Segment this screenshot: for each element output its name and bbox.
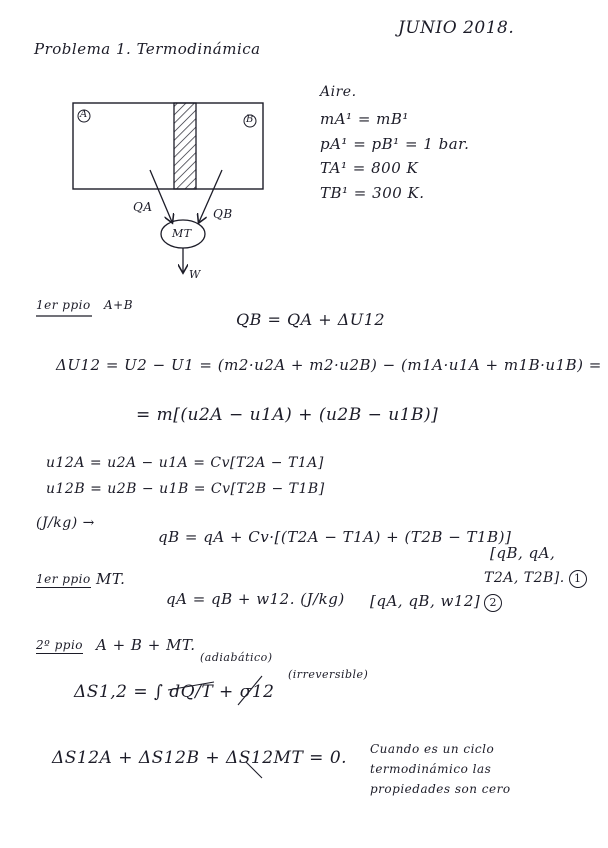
unknowns-1b — [484, 570, 587, 588]
unknowns-1b-text: T2A, T2B]. — [484, 570, 565, 586]
work-label: W — [189, 268, 201, 281]
note-cycle-2: termodinámico las — [370, 762, 492, 776]
equation-number-1: 1 — [569, 570, 587, 588]
heat-a-label: QA — [133, 200, 153, 214]
given-temp-b: TB¹ = 300 K. — [320, 184, 425, 202]
first-law-mt-system: MT. — [96, 570, 126, 588]
second-law-label: 2º ppio — [36, 638, 84, 652]
second-law-system: A + B + MT. — [96, 636, 196, 654]
eq-internal-energy-1: ΔU12 = U2 − U1 = (m2·u2A + m2·u2B) − (m1A·u1A + m1B·u1B) = — [56, 356, 602, 374]
motor-label: MT — [172, 227, 192, 240]
note-irreversible: (irreversible) — [288, 668, 369, 681]
unknowns-1a: [qB, qA, — [490, 544, 556, 562]
eq-energy-a: u12A = u2A − u1A = Cv[T2A − T1A] — [46, 455, 324, 471]
unknowns-2-text: [qA, qB, w12] — [370, 592, 481, 610]
tank-outline — [73, 103, 263, 189]
first-law-system: A+B — [104, 298, 134, 312]
note-cycle-1: Cuando es un ciclo — [370, 742, 495, 756]
eq-energy-b: u12B = u2B − u1B = Cv[T2B − T1B] — [46, 481, 325, 497]
given-pressure: pA¹ = pB¹ = 1 bar. — [320, 135, 470, 153]
exam-date: JUNIO 2018. — [398, 18, 515, 38]
partition-wall — [174, 103, 196, 189]
first-law-label: 1er ppio — [36, 298, 91, 312]
units-note: (J/kg) → — [36, 515, 95, 531]
heat-b-label: QB — [213, 207, 233, 221]
problem-title: Problema 1. Termodinámica — [34, 40, 261, 58]
eq-motor: qA = qB + w12. (J/kg) — [166, 590, 345, 608]
tank-label-b: B — [246, 114, 254, 125]
first-law-mt-label: 1er ppio — [36, 572, 91, 586]
tank-label-a: A — [80, 109, 88, 120]
eq-entropy-sum: ΔS12A + ΔS12B + ΔS12MT = 0. — [52, 748, 348, 768]
given-mass: mA¹ = mB¹ — [320, 110, 409, 128]
eq-internal-energy-2: = m[(u2A − u1A) + (u2B − u1B)] — [136, 405, 439, 425]
unknowns-2 — [370, 592, 502, 612]
given-temp-a: TA¹ = 800 K — [320, 159, 419, 177]
equation-number-2: 2 — [484, 594, 502, 612]
eq-entropy: ΔS1,2 = ∫ dQ/T + σ12 — [74, 682, 275, 702]
given-fluid: Aire. — [320, 84, 357, 100]
note-adiabatic: (adiabático) — [200, 651, 273, 664]
eq-specific-heat-b: qB = qA + Cv·[(T2A − T1A) + (T2B − T1B)] — [158, 528, 512, 546]
eq-heat-balance: QB = QA + ΔU12 — [236, 310, 386, 329]
note-cycle-3: propiedades son cero — [370, 782, 511, 796]
